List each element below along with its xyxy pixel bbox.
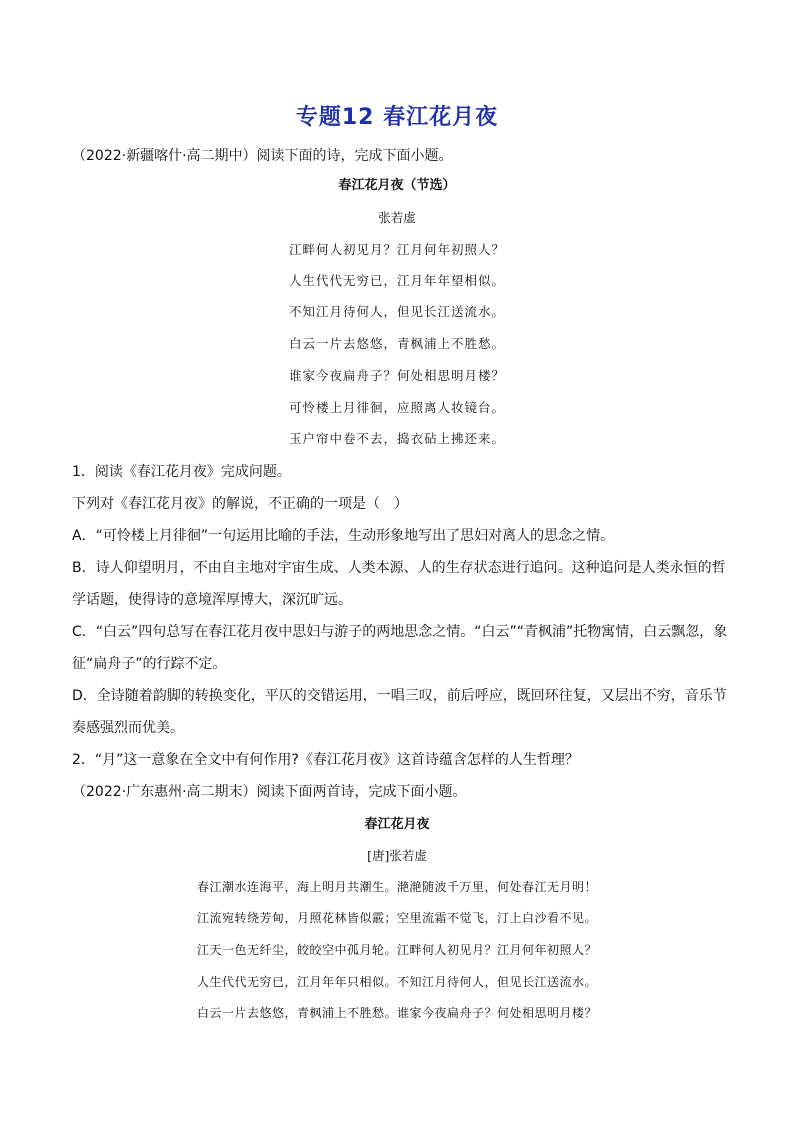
question-1-title: 1．阅读《春江花月夜》完成问题。: [72, 464, 291, 480]
poem-line: 江畔何人初见月？江月何年初照人？: [288, 242, 505, 257]
question-2: 2．“月”这一意象在全文中有何作用?《春江花月夜》这首诗蕴含怎样的人生哲理？: [72, 752, 579, 768]
poem-line: 谁家今夜扁舟子？何处相思明月楼？: [288, 368, 505, 383]
poem-author-1: 张若虚: [378, 210, 416, 225]
option-b-line-1: B．诗人仰望明月，不由自主地对宇宙生成、人类本源、人的生存状态进行追问。这种追问是人类永恒的哲: [72, 560, 726, 576]
poem-line: 江天一色无纤尘，皎皎空中孤月轮。江畔何人初见月？江月何年初照人？: [196, 943, 597, 957]
poem-line: 人生代代无穷已，江月年年望相似。: [288, 273, 505, 288]
source-intro-2: （2022·广东惠州·高二期末）阅读下面两首诗，完成下面小题。: [72, 784, 467, 800]
poem-author-2: [唐]张若虚: [367, 848, 427, 863]
option-d-line-2: 奏感强烈而优美。: [72, 720, 184, 736]
poem-line: 玉户帘中卷不去，捣衣砧上拂还来。: [288, 431, 505, 446]
poem-line: 春江潮水连海平，海上明月共潮生。滟滟随波千万里，何处春江无月明！: [196, 880, 597, 894]
option-b-line-2: 学话题，使得诗的意境浑厚博大，深沉旷远。: [72, 592, 352, 608]
source-intro-1: （2022·新疆喀什·高二期中）阅读下面的诗，完成下面小题。: [72, 148, 453, 164]
option-d-line-1: D．全诗随着韵脚的转换变化，平仄的交错运用，一唱三叹，前后呼应，既回环往复，又层出不穷，音乐节: [72, 688, 727, 704]
poem-line: 不知江月待何人，但见长江送流水。: [288, 304, 505, 319]
poem-title-1: 春江花月夜（节选）: [338, 178, 456, 193]
question-1-prompt: 下列对《春江花月夜》的解说，不正确的一项是（ ）: [72, 496, 408, 512]
option-c-line-1: C．“白云”四句总写在春江花月夜中思妇与游子的两地思念之情。“白云”“青枫浦”托物寓情，白云飘忽，象: [72, 624, 728, 640]
poem-line: 白云一片去悠悠，青枫浦上不胜愁。谁家今夜扁舟子？何处相思明月楼？: [196, 1006, 597, 1020]
poem-line: 江流宛转绕芳甸，月照花林皆似霰；空里流霜不觉飞，汀上白沙看不见。: [196, 911, 597, 925]
poem-line: 人生代代无穷已，江月年年只相似。不知江月待何人，但见长江送流水。: [196, 975, 597, 989]
poem-line: 白云一片去悠悠，青枫浦上不胜愁。: [288, 336, 505, 351]
poem-line: 可怜楼上月徘徊，应照离人妆镜台。: [288, 400, 505, 415]
option-a: A．“可怜楼上月徘徊”一句运用比喻的手法，生动形象地写出了思妇对离人的思念之情。: [72, 528, 615, 544]
page-title: 专题12 春江花月夜: [295, 105, 499, 130]
poem-title-2: 春江花月夜: [364, 817, 430, 832]
option-c-line-2: 征“扁舟子”的行踪不定。: [72, 656, 227, 672]
